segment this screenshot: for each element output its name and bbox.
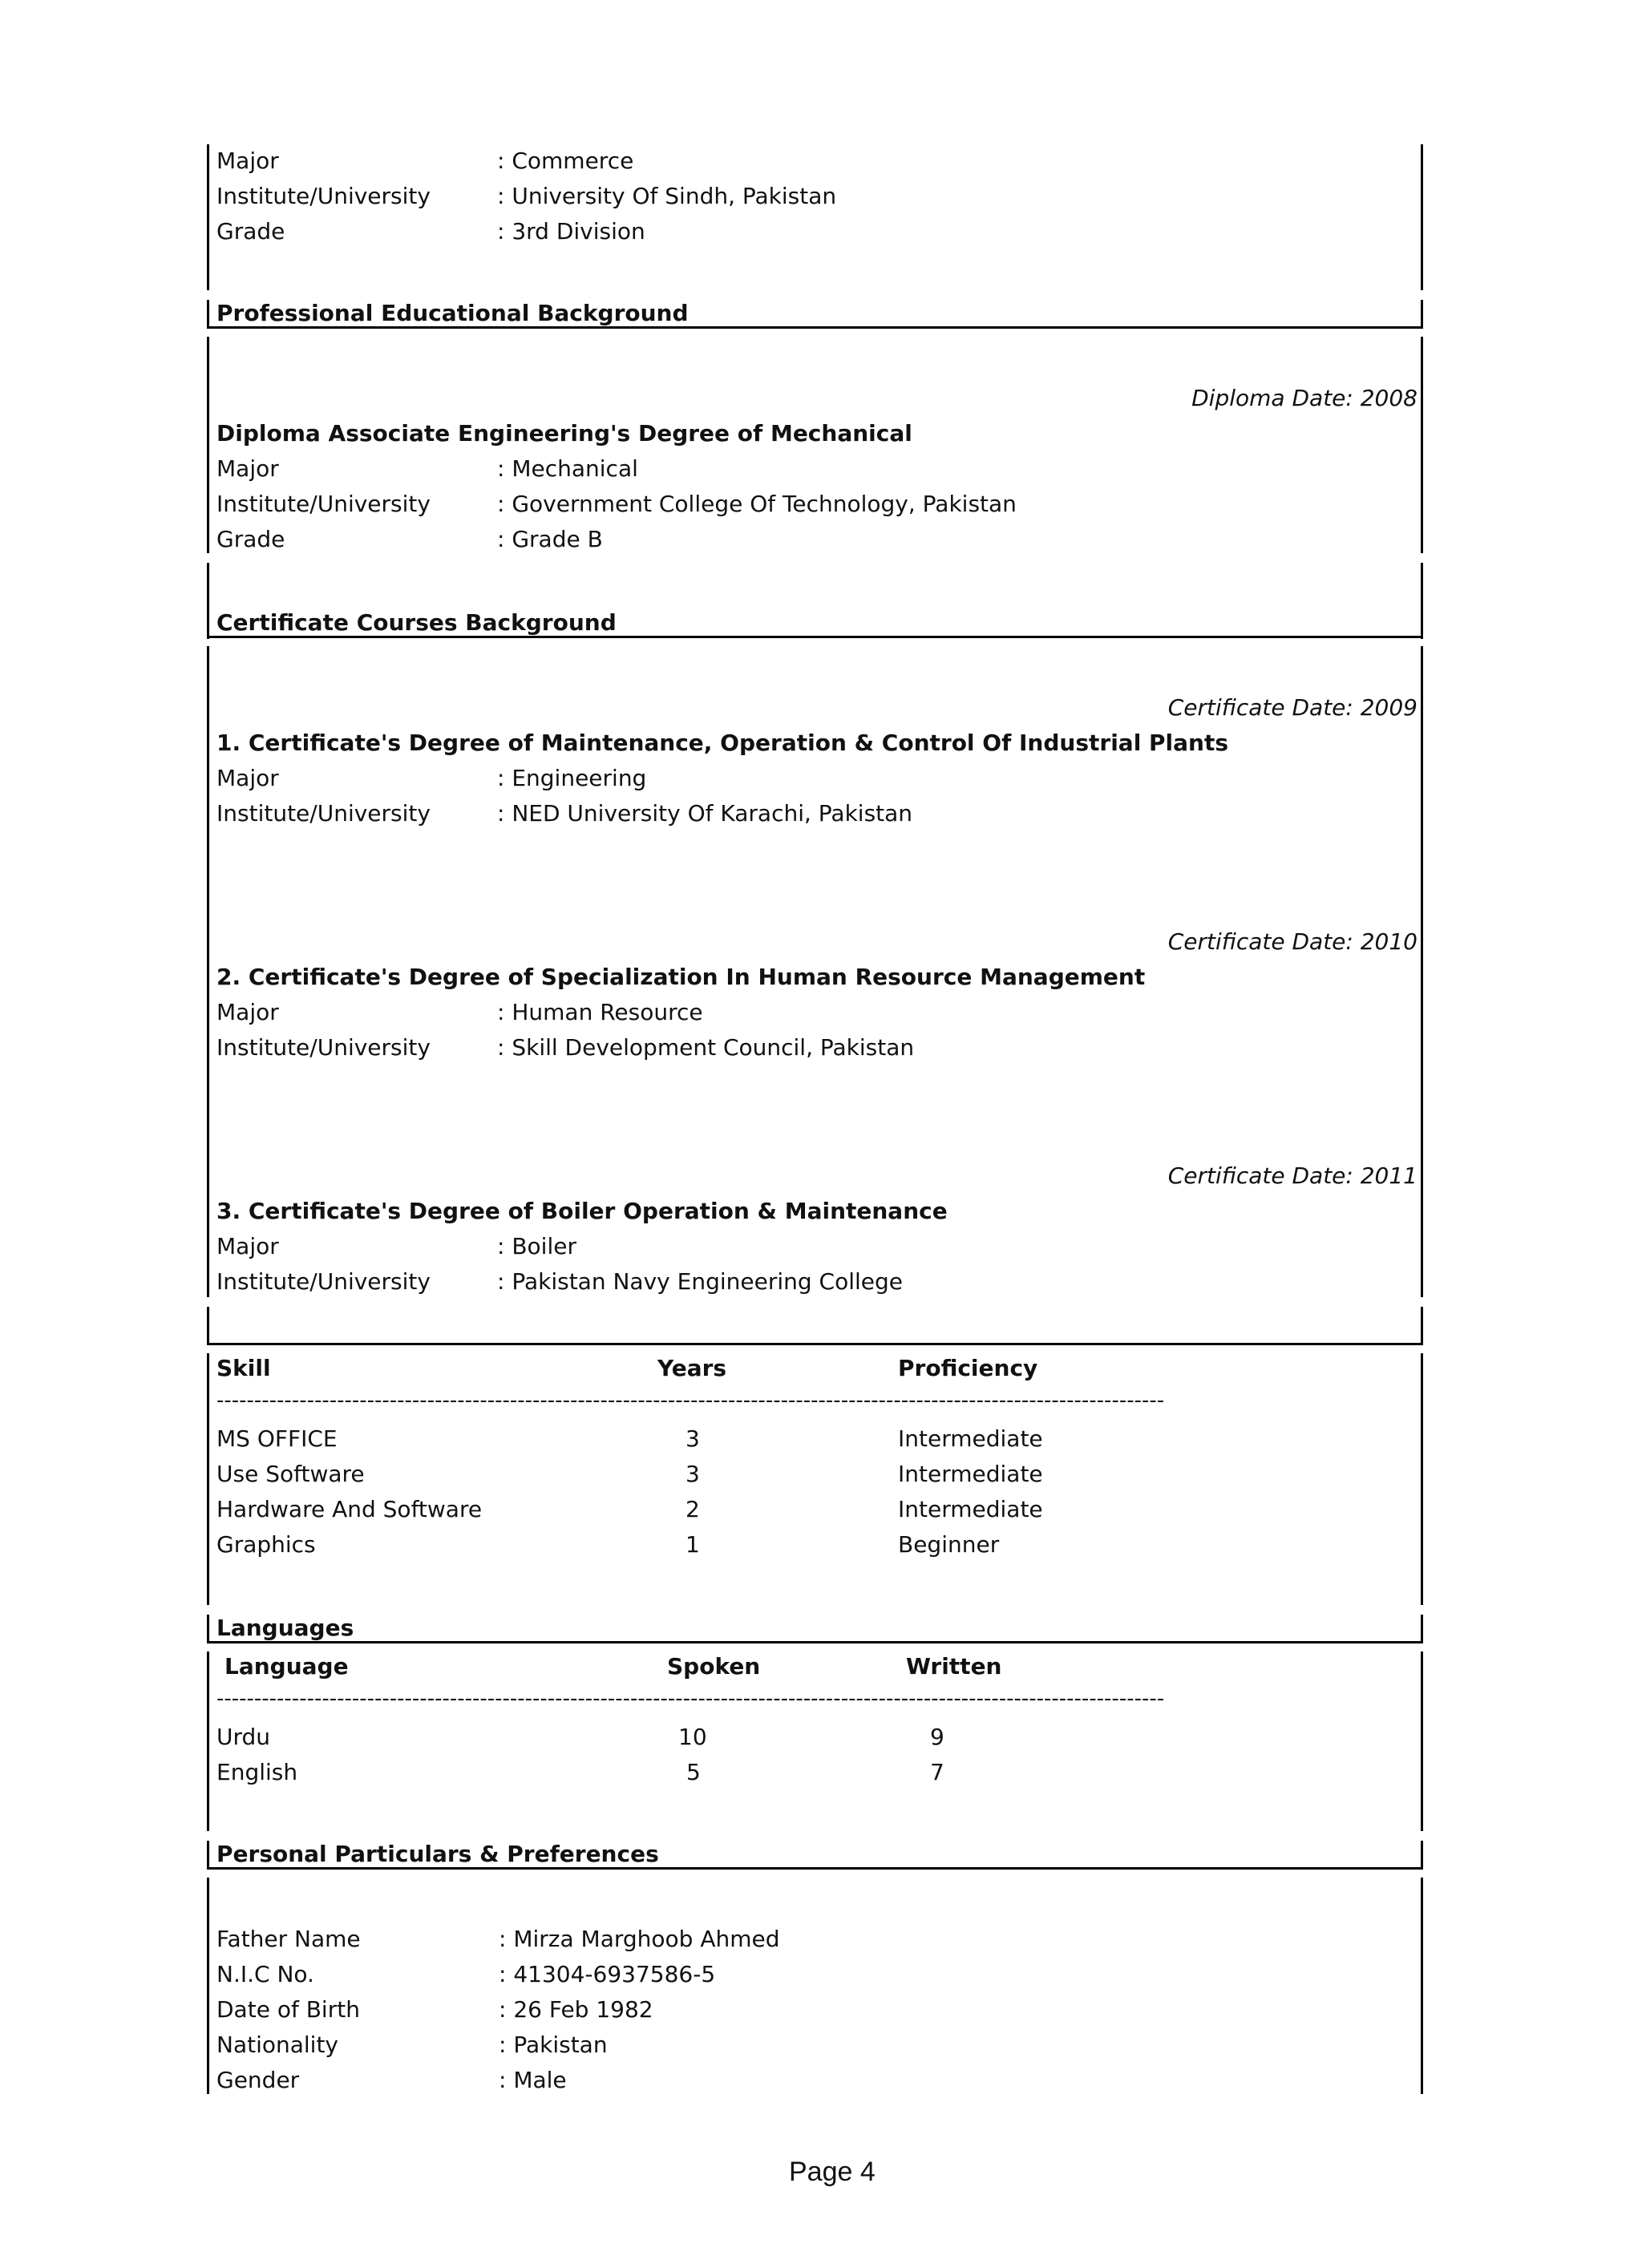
border-right	[1421, 1353, 1423, 1605]
field-label: Institute/University	[216, 491, 431, 517]
field-value: : Grade B	[497, 526, 603, 552]
field-label: Major	[216, 1233, 279, 1259]
field-label: Major	[216, 148, 279, 174]
field-label: Institute/University	[216, 183, 431, 209]
table-cell: 5	[686, 1759, 701, 1785]
field-value: : Skill Development Council, Pakistan	[497, 1034, 915, 1061]
field-value: : Boiler	[497, 1233, 576, 1259]
heading-underline	[207, 326, 1423, 329]
page-number: Page 4	[789, 2157, 876, 2187]
column-header: Written	[906, 1653, 1002, 1680]
field-label: N.I.C No.	[216, 1961, 314, 1987]
certificate-title: 2. Certificate's Degree of Specialization In Human Resource Management	[216, 964, 1146, 990]
border-left	[207, 646, 209, 1297]
section-heading-personal: Personal Particulars & Preferences	[216, 1841, 659, 1867]
border-left	[207, 1307, 209, 1345]
border-right	[1421, 563, 1423, 639]
table-cell: MS OFFICE	[216, 1425, 338, 1452]
field-value: : 3rd Division	[497, 218, 645, 245]
table-cell: Intermediate	[898, 1461, 1043, 1487]
field-label: Date of Birth	[216, 1996, 360, 2023]
field-value: : NED University Of Karachi, Pakistan	[497, 800, 913, 827]
column-header: Skill	[216, 1355, 271, 1381]
column-header: Spoken	[667, 1653, 761, 1680]
border-left	[207, 337, 209, 553]
border-left	[207, 1651, 209, 1831]
field-label: Nationality	[216, 2031, 339, 2058]
table-cell: 3	[686, 1461, 700, 1487]
field-label: Gender	[216, 2067, 300, 2093]
table-cell: 9	[930, 1724, 944, 1750]
diploma-date: Diploma Date: 2008	[1191, 385, 1418, 411]
field-value: : Engineering	[497, 765, 647, 791]
field-value: : Mechanical	[497, 455, 638, 482]
field-value: : Human Resource	[497, 999, 703, 1025]
separator: ------------------------------------------------------------------------------------------------------------------------------	[216, 1389, 1165, 1413]
section-heading-certificates: Certificate Courses Background	[216, 609, 617, 636]
border-left	[207, 1878, 209, 2094]
field-value: : Male	[499, 2067, 567, 2093]
field-label: Grade	[216, 526, 285, 552]
border-left	[207, 563, 209, 639]
border-right	[1421, 1841, 1423, 1870]
field-label: Major	[216, 455, 279, 482]
heading-underline	[207, 1641, 1423, 1643]
column-header: Language	[224, 1653, 349, 1680]
border-left	[207, 1841, 209, 1870]
field-label: Institute/University	[216, 800, 431, 827]
border-left	[207, 300, 209, 329]
table-cell: Intermediate	[898, 1496, 1043, 1522]
field-label: Major	[216, 765, 279, 791]
certificate-date: Certificate Date: 2010	[1167, 928, 1418, 955]
table-cell: Beginner	[898, 1531, 1000, 1558]
border-left	[207, 144, 209, 290]
certificate-title: 1. Certificate's Degree of Maintenance, Operation & Control Of Industrial Plants	[216, 730, 1229, 756]
table-cell: 3	[686, 1425, 700, 1452]
certificate-date: Certificate Date: 2009	[1167, 694, 1418, 721]
border-right	[1421, 646, 1423, 1297]
field-label: Institute/University	[216, 1268, 431, 1295]
section-divider	[207, 1343, 1423, 1345]
border-left	[207, 1615, 209, 1643]
table-cell: Graphics	[216, 1531, 316, 1558]
field-label: Institute/University	[216, 1034, 431, 1061]
separator: ------------------------------------------------------------------------------------------------------------------------------	[216, 1687, 1165, 1711]
field-value: : 41304-6937586-5	[499, 1961, 716, 1987]
table-cell: 7	[930, 1759, 944, 1785]
field-value: : Pakistan	[499, 2031, 608, 2058]
table-cell: 1	[686, 1531, 700, 1558]
border-right	[1421, 144, 1423, 290]
column-header: Proficiency	[898, 1355, 1038, 1381]
border-left	[207, 1353, 209, 1605]
border-right	[1421, 1307, 1423, 1345]
table-cell: Use Software	[216, 1461, 365, 1487]
field-label: Father Name	[216, 1926, 361, 1952]
border-right	[1421, 1651, 1423, 1831]
heading-underline	[207, 1867, 1423, 1870]
section-heading-languages: Languages	[216, 1615, 354, 1641]
table-cell: 2	[686, 1496, 700, 1522]
field-value: : Mirza Marghoob Ahmed	[499, 1926, 780, 1952]
table-cell: 10	[678, 1724, 707, 1750]
field-value: : Pakistan Navy Engineering College	[497, 1268, 903, 1295]
table-cell: Hardware And Software	[216, 1496, 483, 1522]
heading-underline	[207, 636, 1423, 638]
certificate-title: 3. Certificate's Degree of Boiler Operation & Maintenance	[216, 1198, 948, 1224]
field-value: : Government College Of Technology, Pakistan	[497, 491, 1017, 517]
column-header: Years	[657, 1355, 727, 1381]
diploma-title: Diploma Associate Engineering's Degree of Mechanical	[216, 420, 912, 447]
border-right	[1421, 1878, 1423, 2094]
certificate-date: Certificate Date: 2011	[1167, 1162, 1418, 1189]
border-right	[1421, 1615, 1423, 1643]
field-value: : University Of Sindh, Pakistan	[497, 183, 837, 209]
field-value: : 26 Feb 1982	[499, 1996, 653, 2023]
field-label: Major	[216, 999, 279, 1025]
field-value: : Commerce	[497, 148, 634, 174]
border-right	[1421, 337, 1423, 553]
border-right	[1421, 300, 1423, 329]
table-cell: Intermediate	[898, 1425, 1043, 1452]
table-cell: Urdu	[216, 1724, 271, 1750]
field-label: Grade	[216, 218, 285, 245]
table-cell: English	[216, 1759, 298, 1785]
section-heading-professional: Professional Educational Background	[216, 300, 689, 326]
